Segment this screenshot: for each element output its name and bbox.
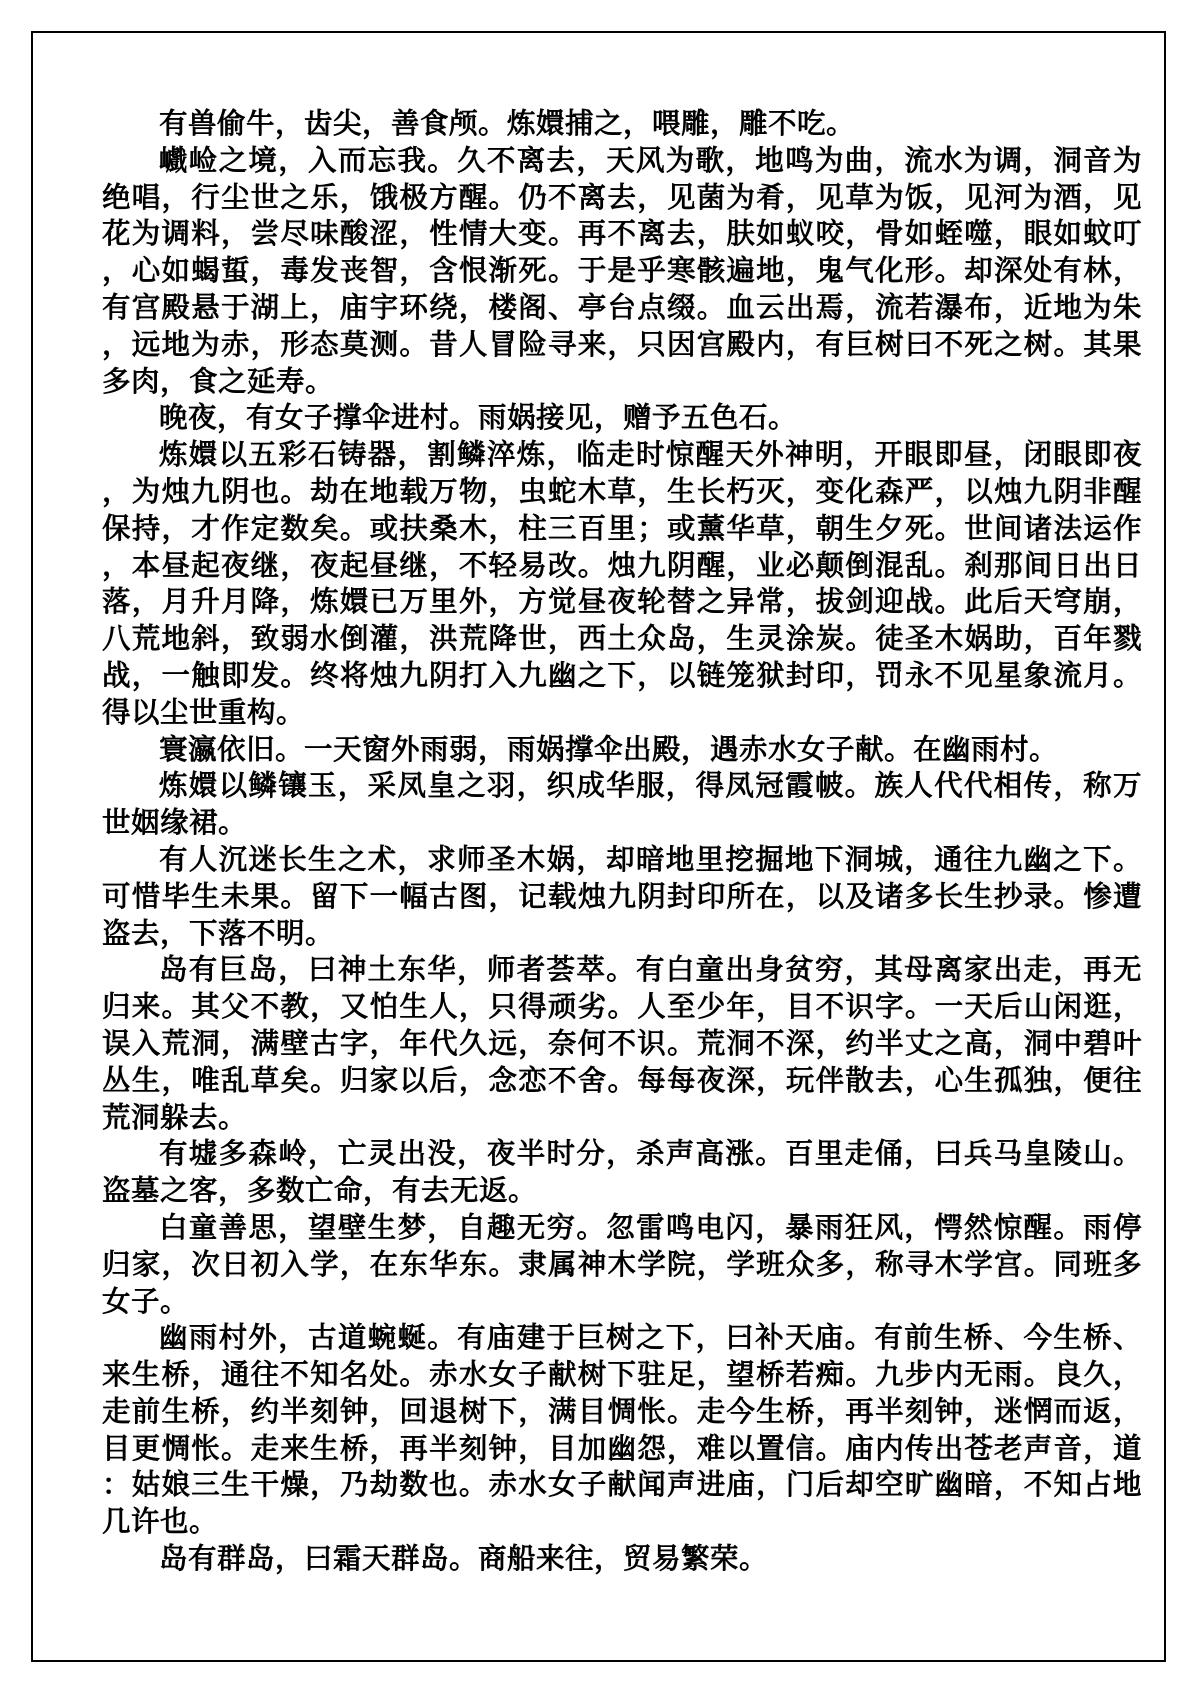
paragraph: 巇崄之境，入而忘我。久不离去，天风为歌，地鸣为曲，流水为调，洞音为绝唱，行尘世之乐，饿极方醒。仍不离去，见菌为肴，见草为饭，见河为酒，见花为调料，尝尽味酸涩，性情大变。再不离去，肤如蚁咬，骨如蛭噬，眼如蚊叮，心如蝎蜇，毒发丧智，含恨渐死。于是乎寒骸遍地，鬼气化形。却深处有林，有宫殿悬于湖上，庙宇环绕，楼阁、亭台点缀。血云出焉，流若瀑布，近地为朱，远地为赤，形态莫测。昔人冒险寻来，只因宫殿内，有巨树曰不死之树。其果多肉，食之延寿。 bbox=[102, 143, 1142, 398]
paragraph: 晚夜，有女子撑伞进村。雨娲接见，赠予五色石。 bbox=[159, 401, 798, 435]
paragraph: 有墟多森岭，亡灵出没，夜半时分，杀声高涨。百里走俑，曰兵马皇陵山。盗墓之客，多数亡命，有去无返。 bbox=[102, 1137, 1142, 1208]
paragraph: 有兽偷牛，齿尖，善食颅。炼嬛捕之，喂雕，雕不吃。 bbox=[159, 107, 856, 140]
paragraph: 炼嬛以鳞镶玉，采凤皇之羽，织成华服，得凤冠霞帔。族人代代相传，称万世姻缘裙。 bbox=[102, 769, 1142, 840]
paragraph: 寰瀛依旧。一天窗外雨弱，雨娲撑伞出殿，遇赤水女子献。在幽雨村。 bbox=[159, 732, 1059, 766]
paragraph: 炼嬛以五彩石铸器，割鳞淬炼，临走时惊醒天外神明，开眼即昼，闭眼即夜，为烛九阴也。劫在地载万物，虫蛇木草，生长朽灭，变化森严，以烛九阴非醒保持，才作定数矣。或扶桑木，柱三百里；或薰华草，朝生夕死。世间诸法运作，本昼起夜继，夜起昼继，不轻易改。烛九阴醒，业必颠倒混乱。刹那间日出日落，月升月降，炼嬛已万里外，方觉昼夜轮替之异常，拔剑迎战。此后天穹崩，八荒地斜，致弱水倒灌，洪荒降世，西土众岛，生灵涂炭。徒圣木娲助，百年戮战，一触即发。终将烛九阴打入九幽之下，以链笼狱封印，罚永不见星象流月。得以尘世重构。 bbox=[102, 438, 1142, 729]
paragraph: 有人沉迷长生之术，求师圣木娲，却暗地里挖掘地下洞城，通往九幽之下。可惜毕生未果。留下一幅古图，记载烛九阴封印所在，以及诸多长生抄录。惨遭盗去，下落不明。 bbox=[102, 842, 1142, 950]
paragraph: 白童善思，望壁生梦，自趣无穷。忽雷鸣电闪，暴雨狂风，愕然惊醒。雨停归家，次日初入学，在东华东。隶属神木学院，学班众多，称寻木学宫。同班多女子。 bbox=[102, 1210, 1142, 1318]
paragraph: 幽雨村外，古道蜿蜒。有庙建于巨树之下，曰补天庙。有前生桥、今生桥、来生桥，通往不知名处。赤水女子献树下驻足，望桥若痴。九步内无雨。良久，走前生桥，约半刻钟，回退树下，满目惆怅。走今生桥，再半刻钟，迷惘而返，目更惆怅。走来生桥，再半刻钟，目加幽怨，难以置信。庙内传出苍老声音，道：姑娘三生干燥，乃劫数也。赤水女子献闻声进庙，门后却空旷幽暗，不知占地几许也。 bbox=[102, 1321, 1142, 1539]
document-body bbox=[102, 106, 1142, 1578]
paragraph: 岛有巨岛，曰神土东华，师者荟萃。有白童出身贫穷，其母离家出走，再无归来。其父不教，又怕生人，只得顽劣。人至少年，目不识字。一天后山闲逛，误入荒洞，满壁古字，年代久远，奈何不识。荒洞不深，约半丈之高，洞中碧叶丛生，唯乱草矣。归家以后，念恋不舍。每每夜深，玩伴散去，心生孤独，便往荒洞躲去。 bbox=[102, 953, 1142, 1134]
paragraph: 岛有群岛，曰霜天群岛。商船来往，贸易繁荣。 bbox=[159, 1542, 769, 1576]
